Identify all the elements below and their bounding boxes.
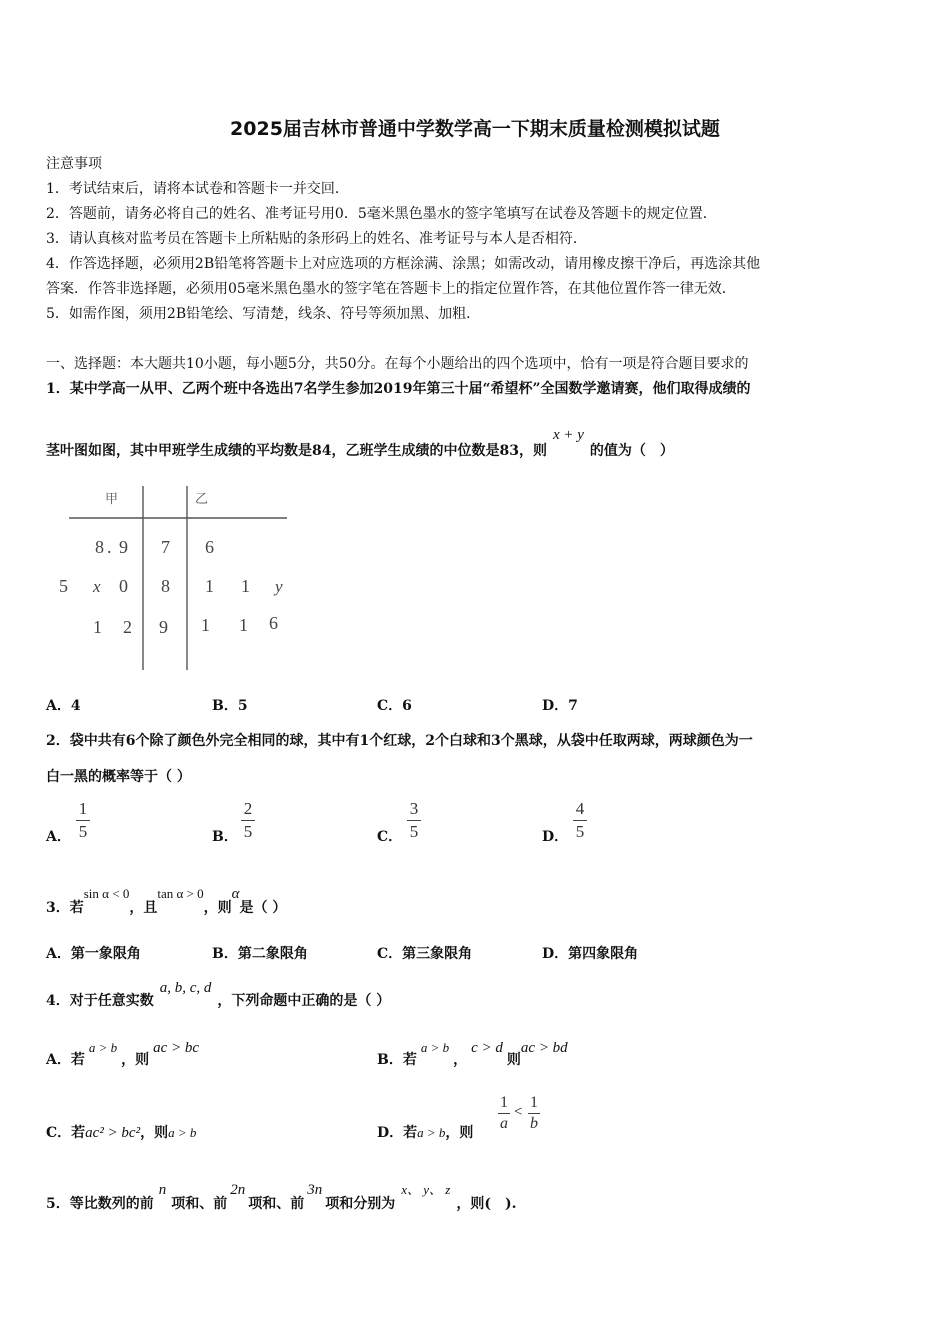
q1-line-1: 1．某中学高一从甲、乙两个班中各选出7名学生参加2019年第三十届“希望杯”全国数学邀请赛，他们取得成绩的 bbox=[46, 381, 751, 397]
header-left: 甲 bbox=[105, 492, 119, 507]
leaf-right-r2-1: 1 bbox=[205, 576, 214, 596]
q4-d-den-a: a bbox=[500, 1115, 508, 1132]
leaf-left-r3-2: 2 bbox=[123, 617, 132, 637]
fraction-bar bbox=[407, 820, 421, 821]
q4-a-result: ac > bc bbox=[153, 1040, 200, 1056]
q2-c-den: 5 bbox=[409, 822, 419, 841]
q4-vars: a, b, c, d bbox=[159, 980, 212, 996]
fraction-bar bbox=[528, 1113, 540, 1114]
q4-a-then: ，则 bbox=[121, 1052, 150, 1068]
q4-a-cond: a > b bbox=[88, 1040, 118, 1055]
q4-d-den-b: b bbox=[530, 1115, 538, 1132]
q2-c-num: 3 bbox=[409, 799, 419, 818]
q4-c-cond: ac² > bc² bbox=[85, 1125, 141, 1141]
q3-then: ，则 bbox=[203, 900, 232, 916]
page-title: 2025届吉林市普通中学数学高一下期末质量检测模拟试题 bbox=[230, 118, 720, 140]
q4-a-label: A．若 bbox=[46, 1052, 85, 1068]
q2-option-d-fraction bbox=[573, 799, 587, 842]
q4-c-result: a > b bbox=[168, 1125, 197, 1140]
q3-cond-1: sin α < 0 bbox=[83, 886, 130, 901]
q4-d-then: ，则 bbox=[445, 1125, 474, 1141]
leaf-left-r1-1: 8 bbox=[95, 537, 104, 557]
q2-a-num: 1 bbox=[78, 799, 88, 818]
notice-item-2: 2．答题前，请务必将自己的姓名、准考证号用0．5毫米黑色墨水的签字笔填写在试卷及答题卡的规定位置． bbox=[46, 206, 717, 222]
q5-xyz: x、 y、 z bbox=[401, 1182, 451, 1197]
leaf-right-r2-2: 1 bbox=[241, 576, 250, 596]
q4-c-then: ，则 bbox=[140, 1125, 169, 1141]
q2-option-c-fraction bbox=[407, 799, 421, 842]
q2-option-d-label[interactable]: D． bbox=[542, 829, 569, 845]
q4-b-cond-2: c > d bbox=[471, 1040, 503, 1056]
q4-d-fraction-right bbox=[528, 1094, 540, 1133]
q4-prefix: 4．对于任意实数 bbox=[46, 993, 154, 1009]
q3-option-d[interactable]: D．第四象限角 bbox=[542, 946, 639, 962]
q4-c-label: C．若 bbox=[46, 1125, 86, 1141]
q4-option-a[interactable] bbox=[46, 1040, 200, 1069]
leaf-right-r3-2: 1 bbox=[239, 615, 248, 635]
q1-text-b: 的值为（ ） bbox=[589, 443, 674, 459]
q2-a-den: 5 bbox=[78, 822, 88, 841]
q3-option-b[interactable]: B．第二象限角 bbox=[212, 946, 308, 962]
leaf-left-r2-3: 0 bbox=[119, 576, 128, 596]
q3-line bbox=[46, 886, 287, 917]
q1-option-b[interactable]: B．5 bbox=[212, 698, 248, 714]
q5-3n: 3n bbox=[307, 1182, 323, 1198]
notice-item-5: 5．如需作图，须用2B铅笔绘、写清楚，线条、符号等须加黑、加粗． bbox=[46, 306, 481, 322]
q5-p5: ，则( ). bbox=[456, 1196, 517, 1212]
q2-d-den: 5 bbox=[575, 822, 585, 841]
q4-b-label: B．若 bbox=[377, 1052, 417, 1068]
stem-r3: 9 bbox=[159, 617, 168, 637]
fraction-bar bbox=[498, 1113, 510, 1114]
stem-r2: 8 bbox=[161, 576, 170, 596]
q4-option-c[interactable] bbox=[46, 1122, 196, 1142]
q4-d-num-1: 1 bbox=[500, 1094, 508, 1111]
q4-b-result: ac > bd bbox=[520, 1040, 568, 1056]
q4-option-b[interactable] bbox=[377, 1040, 568, 1069]
q4-d-fraction-left bbox=[498, 1094, 510, 1133]
q1-option-d[interactable]: D．7 bbox=[542, 698, 578, 714]
q1-expr: x + y bbox=[552, 427, 584, 443]
fraction-bar bbox=[76, 820, 90, 821]
q5-p2: 项和、前 bbox=[171, 1196, 228, 1212]
q2-b-den: 5 bbox=[243, 822, 253, 841]
q1-text-a: 茎叶图如图，其中甲班学生成绩的平均数是84，乙班学生成绩的中位数是83，则 bbox=[46, 443, 547, 459]
header-right: 乙 bbox=[195, 492, 209, 507]
fraction-bar bbox=[241, 820, 255, 821]
q4-line bbox=[46, 980, 391, 1010]
q4-d-num-2: 1 bbox=[530, 1094, 538, 1111]
q4-d-lt: < bbox=[514, 1104, 523, 1120]
leaf-left-r1-2: . bbox=[107, 537, 112, 557]
notice-item-4-cont: 答案．作答非选择题，必须用05毫米黑色墨水的签字笔在答题卡上的指定位置作答，在其他位置作答一律无效． bbox=[46, 281, 736, 297]
leaf-left-r2-1: 5 bbox=[59, 576, 68, 596]
notice-item-4: 4．作答选择题，必须用2B铅笔将答题卡上对应选项的方框涂满、涂黑；如需改动，请用橡皮擦干净后，再选涂其他 bbox=[46, 256, 761, 272]
q5-p1: 5．等比数列的前 bbox=[46, 1196, 154, 1212]
q4-b-sep: ， bbox=[453, 1052, 468, 1068]
leaf-left-r3-1: 1 bbox=[93, 617, 102, 637]
q5-n: n bbox=[158, 1182, 167, 1198]
leaf-left-r2-2: x bbox=[93, 577, 101, 596]
q4-b-then: 则 bbox=[506, 1052, 521, 1068]
leaf-right-r3-1: 1 bbox=[201, 615, 210, 635]
section-1-heading: 一、选择题：本大题共10小题，每小题5分，共50分。在每个小题给出的四个选项中，恰有一项是符合题目要求的 bbox=[46, 356, 749, 372]
q2-line-2: 白一黑的概率等于（ ） bbox=[46, 769, 191, 785]
leaf-left-r1-3: 9 bbox=[119, 537, 128, 557]
q3-var: α bbox=[231, 886, 240, 902]
q2-option-b-fraction bbox=[241, 799, 255, 842]
q2-option-a-fraction bbox=[76, 799, 90, 842]
notice-item-1: 1．考试结束后，请将本试卷和答题卡一并交回． bbox=[46, 181, 349, 197]
stem-r1: 7 bbox=[161, 537, 170, 557]
q2-option-c-label[interactable]: C． bbox=[377, 829, 403, 845]
q4-option-d[interactable] bbox=[377, 1122, 473, 1142]
q2-b-num: 2 bbox=[243, 799, 253, 818]
q1-line-2 bbox=[46, 427, 674, 460]
q4-b-cond-1: a > b bbox=[420, 1040, 450, 1055]
q3-prefix: 3．若 bbox=[46, 900, 84, 916]
fraction-bar bbox=[573, 820, 587, 821]
q4-d-cond: a > b bbox=[417, 1125, 446, 1140]
notice-heading: 注意事项 bbox=[46, 156, 102, 172]
q2-line-1: 2．袋中共有6个除了颜色外完全相同的球，其中有1个红球，2个白球和3个黑球，从袋中任取两球，两球颜色为一 bbox=[46, 733, 753, 749]
q3-mid: ，且 bbox=[129, 900, 158, 916]
stem-leaf-plot bbox=[55, 480, 305, 675]
q5-2n: 2n bbox=[230, 1182, 246, 1198]
q5-p4: 项和分别为 bbox=[325, 1196, 396, 1212]
q3-option-c[interactable]: C．第三象限角 bbox=[377, 946, 473, 962]
q4-suffix: ，下列命题中正确的是（ ） bbox=[217, 993, 391, 1009]
leaf-right-r1-1: 6 bbox=[205, 537, 214, 557]
notice-item-3: 3．请认真核对监考员在答题卡上所粘贴的条形码上的姓名、准考证号与本人是否相符． bbox=[46, 231, 587, 247]
q1-option-a[interactable]: A．4 bbox=[46, 698, 81, 714]
q4-d-label: D．若 bbox=[377, 1125, 418, 1141]
q2-d-num: 4 bbox=[575, 799, 585, 818]
q1-option-c[interactable]: C．6 bbox=[377, 698, 412, 714]
q3-option-a[interactable]: A．第一象限角 bbox=[46, 946, 141, 962]
q3-suffix: 是（ ） bbox=[239, 900, 287, 916]
q2-option-a-label[interactable]: A． bbox=[46, 829, 71, 845]
q3-cond-2: tan α > 0 bbox=[157, 886, 204, 901]
q2-option-b-label[interactable]: B． bbox=[212, 829, 238, 845]
leaf-right-r3-3: 6 bbox=[269, 613, 278, 633]
q5-p3: 项和、前 bbox=[248, 1196, 305, 1212]
q5-line bbox=[46, 1182, 517, 1213]
leaf-right-r2-3: y bbox=[275, 577, 283, 596]
